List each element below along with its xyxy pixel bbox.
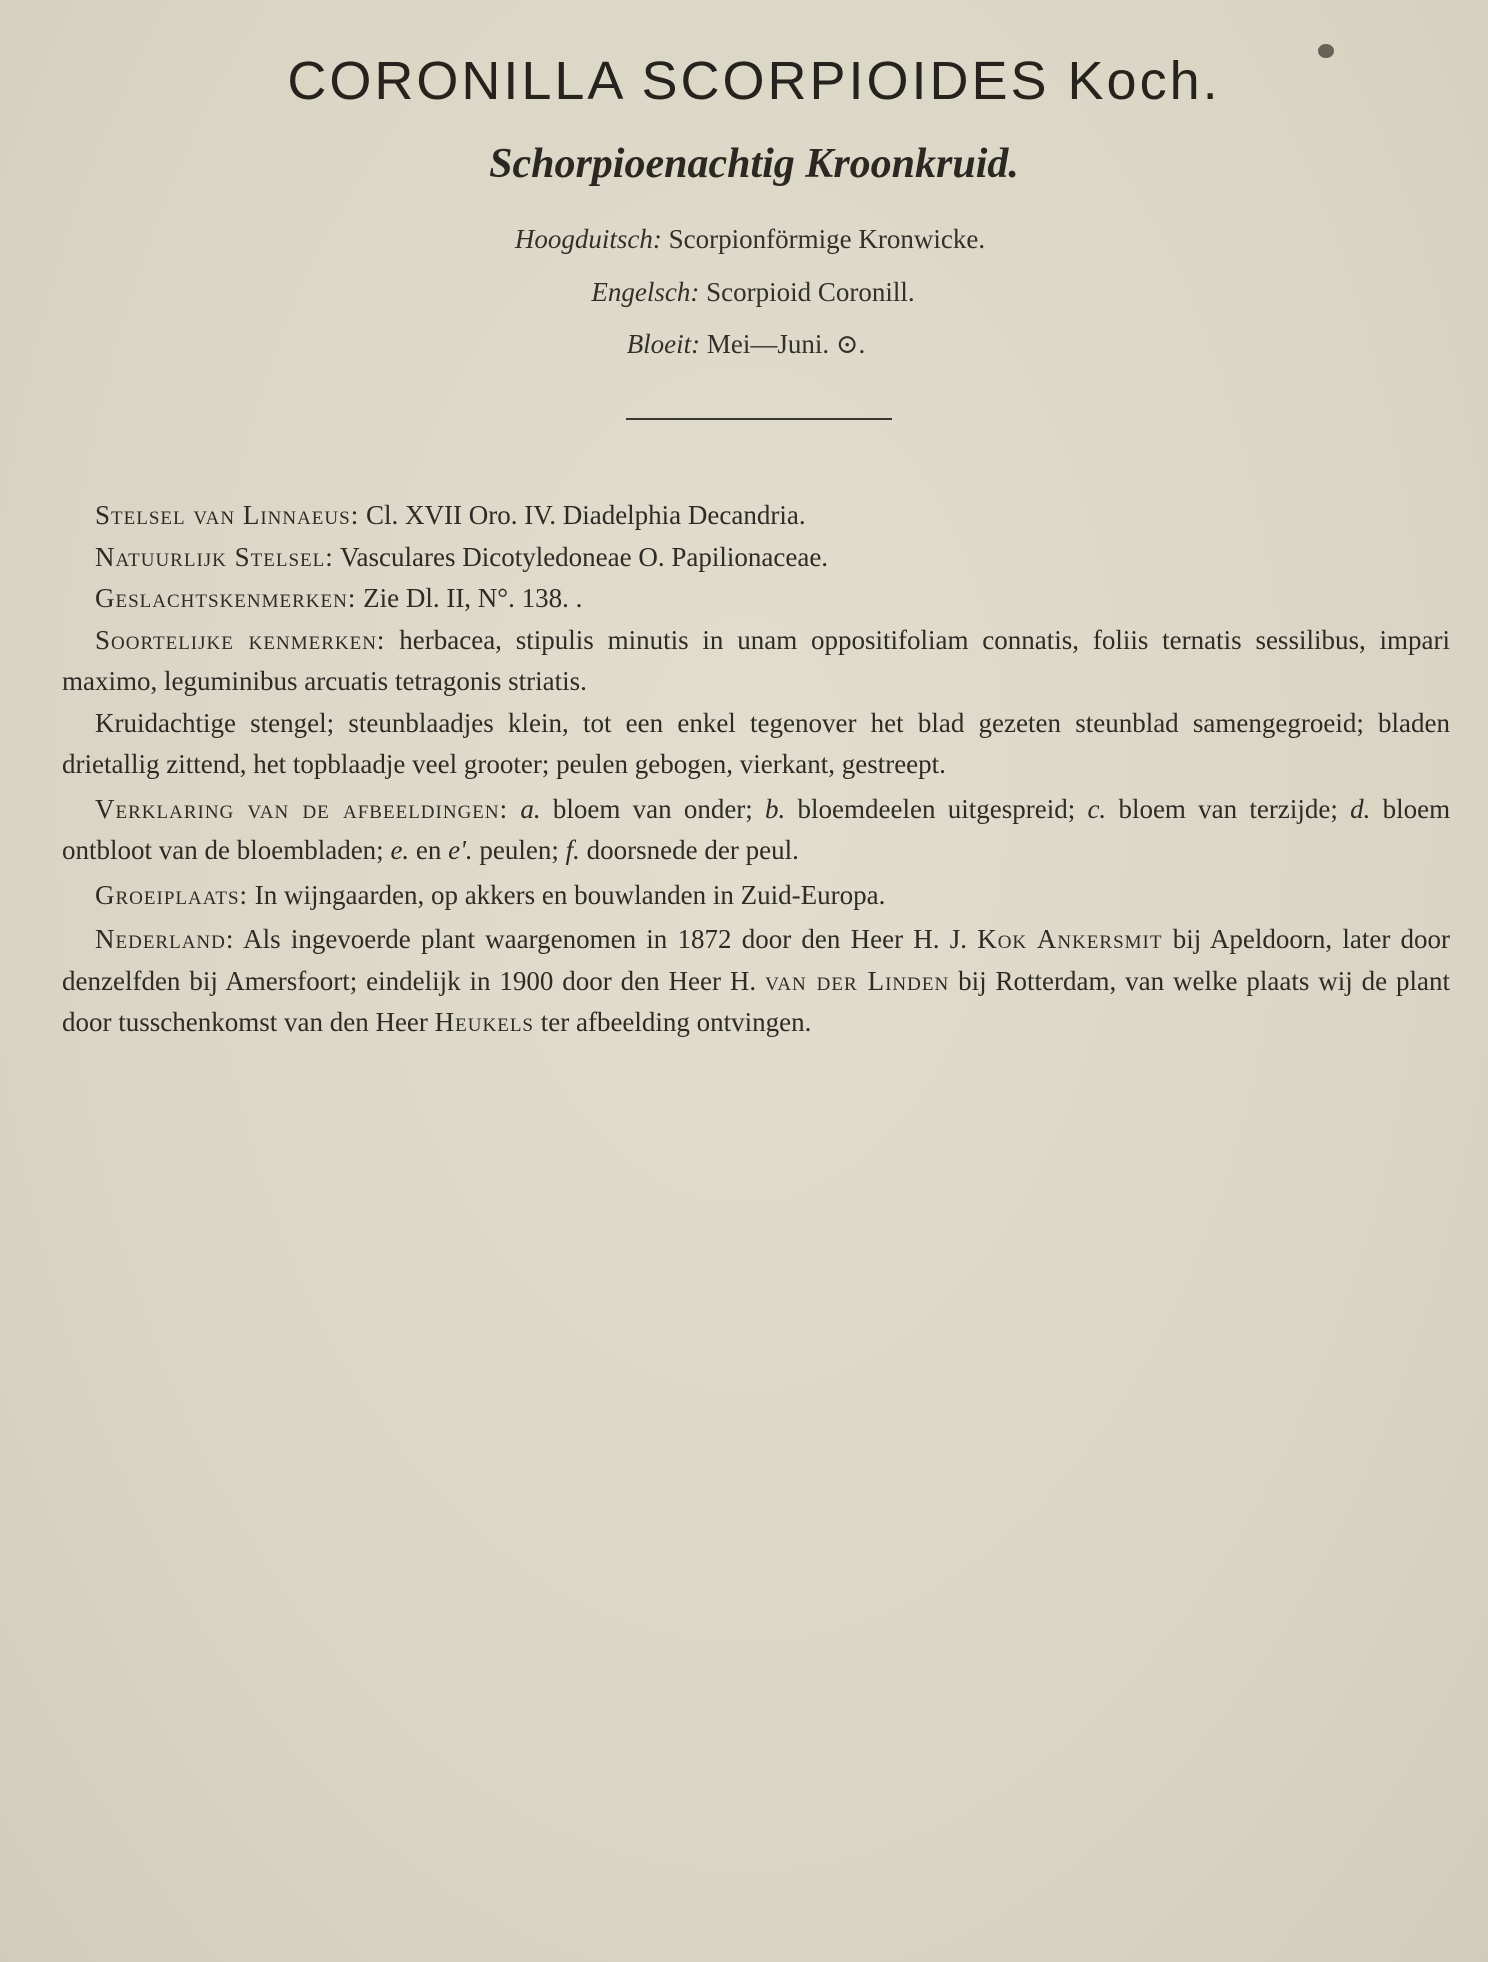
figure-legend-label: Verklaring van de afbeeldingen: <box>95 793 509 824</box>
species-text: herbacea, stipulis minutis in unam oppositifoliam connatis, foliis ternatis sessilibus, impari maximo, leguminibus arcuatis tetragonis striatis. <box>62 624 1450 696</box>
linnaeus-paragraph <box>62 495 1450 537</box>
netherlands-text-2: bij Apeldoorn, later door denzelfden bij Amersfoort; eindelijk in 1900 door den Heer H. <box>62 924 1451 996</box>
linnaeus-text: Cl. XVII Oro. IV. Diadelphia Decandria. <box>365 500 806 530</box>
netherlands-text-3: bij Rotterdam, van welke plaats wij de plant door tusschenkomst van den Heer <box>62 965 1450 1037</box>
legend-d: d. <box>1350 793 1371 824</box>
legend-f-text: doorsnede der peul. <box>586 835 799 865</box>
legend-e-text: peulen; <box>479 835 559 865</box>
flowering-label: Bloeit: <box>626 329 701 359</box>
legend-c: c. <box>1087 793 1107 824</box>
legend-c-text: bloem van terzijde; <box>1118 793 1338 824</box>
species-label: Soortelijke kenmerken: <box>95 624 386 655</box>
habitat-paragraph <box>62 875 1450 917</box>
page-subtitle: Schorpioenachtig Kroonkruid. <box>489 141 1019 187</box>
legend-d-text: bloem ontbloot van de bloembladen; <box>62 793 1451 865</box>
dutch-description-paragraph: Kruidachtige stengel; steunblaadjes klein, tot een enkel tegenover het blad gezeten steunblad samengegroeid; bladen drietallig zittend, het topblaadje veel grooter; peulen gebogen, vierkant, gestreept. <box>62 707 1450 779</box>
german-label: Hoogduitsch: <box>514 224 662 254</box>
german-name-line <box>0 224 1488 255</box>
divider <box>626 418 892 420</box>
netherlands-text-1: Als ingevoerde plant waargenomen in 1872 door den Heer H. J. <box>243 924 967 954</box>
genus-label: Geslachtskenmerken: <box>95 583 357 613</box>
english-name: Scorpioid Coronill. <box>706 277 915 307</box>
page-title: CORONILLA SCORPIOIDES Koch. <box>287 51 1221 111</box>
natural-system-label: Natuurlijk Stelsel: <box>95 541 334 572</box>
figure-legend-paragraph <box>62 789 1450 872</box>
german-name: Scorpionförmige Kronwicke. <box>668 224 986 254</box>
legend-f: f. <box>565 835 580 865</box>
english-label: Engelsch: <box>591 277 700 307</box>
legend-a: a. <box>520 793 541 824</box>
netherlands-label: Nederland: <box>95 924 235 954</box>
legend-b-text: bloemdeelen uitgespreid; <box>797 793 1076 824</box>
english-name-line <box>0 277 1488 308</box>
species-paragraph <box>62 620 1450 703</box>
legend-e: e. <box>390 835 410 865</box>
genus-text: Zie Dl. II, N°. 138. . <box>363 583 583 613</box>
flowering-value: Mei—Juni. ⊙. <box>706 329 866 359</box>
netherlands-text-4: ter afbeelding ontvingen. <box>540 1007 812 1037</box>
description-body <box>62 495 1450 1044</box>
netherlands-paragraph <box>62 919 1450 1044</box>
person-name-kok-ankersmit: Kok Ankersmit <box>977 924 1163 954</box>
legend-en: en <box>415 835 442 865</box>
habitat-text: In wijngaarden, op akkers en bouwlanden in Zuid-Europa. <box>254 879 886 910</box>
flowering-line <box>0 329 1488 360</box>
natural-system-paragraph <box>62 537 1450 579</box>
linnaeus-label: Stelsel van Linnaeus: <box>95 500 360 530</box>
person-name-heukels: Heukels <box>434 1007 534 1037</box>
natural-system-text: Vasculares Dicotyledoneae O. Papilionaceae. <box>340 541 829 572</box>
legend-a-text: bloem van onder; <box>552 793 753 824</box>
habitat-label: Groeiplaats: <box>95 879 249 910</box>
legend-e-prime: e'. <box>448 835 473 865</box>
genus-paragraph <box>62 578 1450 620</box>
legend-b: b. <box>765 793 786 824</box>
person-name-van-der-linden: van der Linden <box>765 965 950 996</box>
